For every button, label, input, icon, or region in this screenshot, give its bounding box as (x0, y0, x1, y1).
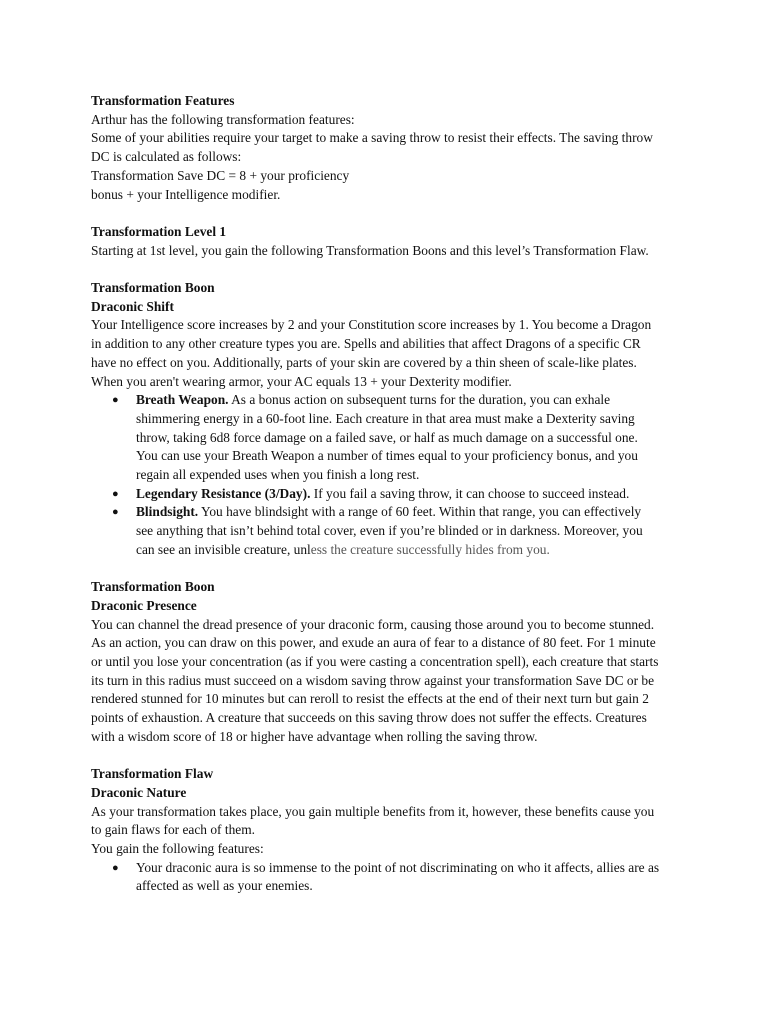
list-item-text: ess the creature successfully hides from you. (310, 541, 550, 557)
list-item-text: You have blindsight with a range of 60 feet. Within that range, you can effectively (198, 504, 642, 520)
paragraph-line: Your Intelligence score increases by 2 and your Constitution score increases by 1. You become a Dragon (91, 317, 652, 333)
list-item-text: shimmering energy in a 60-foot line. Each creature in that area must make a Dexterity saving (136, 410, 635, 426)
section-subheading: Draconic Nature (91, 784, 187, 800)
spacer (91, 560, 681, 579)
bullet-icon: ● (112, 394, 119, 407)
list-item-text: can see an invisible creature, unl (136, 541, 311, 557)
paragraph-line: points of exhaustion. A creature that succeeds on this saving throw does not suffer the effects. Creatures (91, 710, 647, 726)
section-heading: Transformation Boon (91, 579, 215, 595)
bullet-icon: ● (112, 487, 119, 500)
paragraph-line: bonus + your Intelligence modifier. (91, 186, 281, 202)
paragraph-line: Starting at 1st level, you gain the following Transformation Boons and this level’s Transformation Flaw. (91, 242, 649, 258)
list-item-blindsight (112, 503, 681, 559)
paragraph-line: its turn in this radius must succeed on a wisdom saving throw against your transformation Save DC or be (91, 672, 655, 688)
paragraph-line: with a wisdom score of 18 or higher have advantage when rolling the saving throw. (91, 728, 538, 744)
paragraph-line: have no effect on you. Additionally, parts of your skin are covered by a thin sheen of scale-like plates. (91, 354, 637, 370)
list-item-legendary-resistance (112, 485, 681, 504)
document-page (91, 92, 681, 896)
paragraph-line: As your transformation takes place, you gain multiple benefits from it, however, these benefits cause you (91, 803, 655, 819)
list-item-label: Blindsight. (136, 504, 199, 520)
section-heading: Transformation Features (91, 93, 235, 108)
paragraph-line: rendered stunned for 10 minutes but can reroll to resist the effects at the end of their next turn but gain 2 (91, 691, 649, 707)
paragraph-line: DC is calculated as follows: (91, 149, 242, 165)
list-item-text: Your draconic aura is so immense to the point of not discriminating on who it affects, allies are as (136, 859, 660, 875)
paragraph-line: Some of your abilities require your target to make a saving throw to resist their effects. The saving throw (91, 130, 653, 146)
section-transformation-level-1 (91, 223, 681, 260)
paragraph-line: You can channel the dread presence of your draconic form, causing those around you to become stunned. (91, 616, 655, 632)
list-item-breath-weapon (112, 391, 681, 485)
paragraph-line: in addition to any other creature types you are. Spells and abilities that affect Dragons of a specific CR (91, 336, 641, 352)
bullet-list (91, 859, 681, 896)
list-item-text: You can use your Breath Weapon a number of times equal to your proficiency bonus, and you (136, 448, 638, 464)
bullet-icon: ● (112, 861, 119, 874)
paragraph-line: As an action, you can draw on this power, and exude an aura of fear to a distance of 80 feet. For 1 minute (91, 635, 656, 651)
paragraph-line: to gain flaws for each of them. (91, 822, 255, 838)
paragraph-line: You gain the following features: (91, 841, 264, 857)
list-item-text: If you fail a saving throw, it can choose to succeed instead. (310, 485, 630, 501)
paragraph-line: Transformation Save DC = 8 + your proficiency (91, 167, 350, 183)
list-item-draconic-aura (112, 859, 681, 896)
section-heading: Transformation Level 1 (91, 223, 227, 239)
list-item-text: affected as well as your enemies. (136, 878, 313, 894)
spacer (91, 747, 681, 766)
bullet-icon: ● (112, 506, 119, 519)
section-flaw-draconic-nature (91, 765, 681, 896)
section-subheading: Draconic Shift (91, 298, 174, 314)
section-boon-draconic-shift (91, 279, 681, 560)
section-subheading: Draconic Presence (91, 597, 197, 613)
spacer (91, 204, 681, 223)
paragraph-line: Arthur has the following transformation features: (91, 111, 355, 127)
section-heading: Transformation Boon (91, 280, 215, 295)
bullet-list (91, 391, 681, 559)
list-item-label: Breath Weapon. (136, 392, 229, 408)
spacer (91, 260, 681, 279)
list-item-text: As a bonus action on subsequent turns for the duration, you can exhale (228, 392, 611, 408)
section-transformation-features (91, 92, 681, 204)
paragraph-line: or until you lose your concentration (as if you were casting a concentration spell), each creature that starts (91, 654, 659, 670)
list-item-label: Legendary Resistance (3/Day). (136, 485, 311, 501)
section-boon-draconic-presence (91, 578, 681, 746)
section-heading: Transformation Flaw (91, 766, 214, 782)
list-item-text: throw, taking 6d8 force damage on a failed save, or half as much damage on a successful one. (136, 429, 638, 445)
list-item-text: see anything that isn’t behind total cover, even if you’re blinded or in darkness. Moreover, you (136, 523, 643, 539)
list-item-text: regain all expended uses when you finish a long rest. (136, 467, 420, 483)
paragraph-line: When you aren't wearing armor, your AC equals 13 + your Dexterity modifier. (91, 373, 512, 389)
